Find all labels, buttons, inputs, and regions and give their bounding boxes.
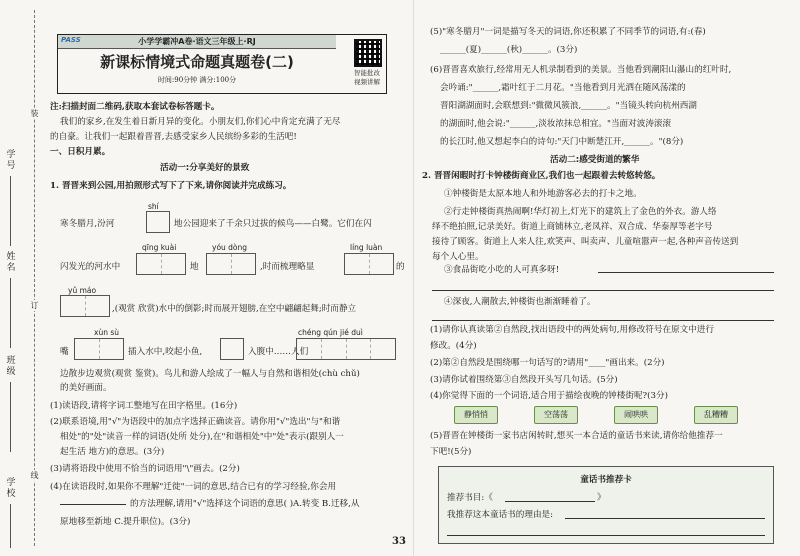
subquestion-2a: (2)联系语境,用"√"为语段中的加点字选择正确读音。请你用"√"选出"与"和谐 [50, 417, 341, 427]
pinyin-yumao: yǔ máo [68, 286, 97, 295]
q6-line-a: (6)晋晋喜欢旅行,经常用无人机录制看到的美景。当他看到潮阳山瀑山的红叶时, [430, 65, 732, 75]
grid-youdong[interactable] [206, 253, 256, 275]
passage-2d: 的 [396, 262, 405, 272]
card-title: 童话书推荐卡 [580, 475, 632, 485]
subquestion-4a: (4)在读语段时,如果你不理解"迁徙"一词的意思,结合已有的学习经验,你会用 [50, 482, 337, 492]
section-1-title: 一、日积月累。 [50, 147, 111, 157]
question-1-title: 1. 晋晋来到公园,用拍照形式写下了下来,请你阅读并完成练习。 [50, 181, 292, 191]
book-title-blank[interactable] [505, 493, 595, 502]
q6-line-b: 会吟诵:"______,霜叶红于二月花。"当他看到月光洒在随风荡漾的 [440, 83, 686, 93]
student-id-line[interactable] [10, 176, 11, 246]
exam-meta: 时间:90分钟 满分:100分 [157, 76, 237, 84]
q5-line-b: ______(夏)______(秋)______。(3分) [440, 45, 578, 55]
subquestion-4b: 的方法理解,请用"√"选择这个词语的意思( )A.转变 B.迁移,从 [130, 499, 360, 509]
pinyin-chengqunjiedui: chéng qún jié duì [298, 328, 363, 337]
name-line[interactable] [10, 278, 11, 348]
grid-qingkuai[interactable] [136, 253, 186, 275]
reason-blank-2[interactable] [447, 527, 765, 536]
task-5a: (5)晋晋在钟楼街一家书店闲转时,想买一本合适的童话书来读,请你给他推荐一 [430, 431, 723, 441]
option-naohonghong[interactable]: 闹哄哄 [614, 406, 658, 424]
school-label: 学校 [6, 478, 16, 499]
passage-2c: ,时而梳理略显 [260, 262, 315, 272]
option-luanzaozao[interactable]: 乱糟糟 [694, 406, 738, 424]
sentence-2c: 接待了顾客。街道上人来人往,欢笑声、叫卖声、儿童喧嚣声一起,各种声音传送到 [432, 237, 739, 247]
task-1a: (1)请你认真读第②自然段,找出语段中的两处病句,用修改符号在原文中进行 [430, 325, 715, 335]
cut-mark-xian: 线 [30, 471, 39, 480]
q5-line-a: (5)"寒冬腊月"一词是描写冬天的词语,你还积累了不同季节的词语,有:(春) [430, 27, 706, 37]
activity-1-title: 活动一:分享美好的景致 [160, 163, 250, 173]
q6-line-c: 晋阳湖湖面时,会联想到:"微微风簇浪,______。"当镜头转向杭州西湖 [440, 101, 697, 111]
qr-caption: 智能批改 视频讲解 [354, 69, 380, 86]
passage-2a: 闪发光的河水中 [60, 262, 121, 272]
sentence-4: ④深夜,人潮散去,钟楼街也渐渐睡着了。 [444, 297, 596, 307]
card-book-label: 推荐书目:《 [447, 493, 493, 503]
passage-4a: 嘴 [60, 347, 69, 357]
task-1b: 修改。(4分) [430, 341, 477, 351]
scan-note: 注:扫描封面二维码,获取本套试卷标答题卡。 [50, 102, 220, 112]
q6-line-d: 的湖面时,他会说:"______,淡妆浓抹总相宜。"当面对波涛滚滚 [440, 119, 672, 129]
passage-3: ,(观赏 欣赏)水中的倒影;时而展开翅膀,在空中翩翩起舞;时而静立 [112, 304, 357, 314]
q6-line-e: 的长江时,他又想起李白的诗句:"天门中断楚江开,______。"(8分) [440, 137, 684, 147]
sentence-2a: ②行走钟楼街真热闹啊!华灯初上,灯光下的建筑上了金色的外衣。游人络 [444, 207, 717, 217]
grid-lingluan[interactable] [344, 253, 394, 275]
question-2-title: 2. 晋晋闲暇时打卡钟楼街商业区,我们也一起跟着去转悠转悠。 [422, 171, 661, 181]
sentence-2b: 绎不绝拍照,记录美好。街道上商铺林立,老凤祥、双合成、华泰厚等老字号 [432, 222, 713, 232]
method-blank[interactable] [60, 496, 126, 505]
school-line[interactable] [10, 504, 11, 548]
page-divider [413, 0, 414, 556]
task-2: (2)第②自然段是围绕哪一句话写的?请用"____"画出来。(2分) [430, 358, 665, 368]
sentence-3-blank-1[interactable] [598, 264, 774, 273]
sentence-3-blank-2[interactable] [432, 282, 774, 291]
passage-4b: 插入水中,咬起小鱼, [128, 347, 203, 357]
pass-logo: PASS [61, 36, 81, 44]
pinyin-youdong: yóu dòng [212, 243, 248, 252]
pinyin-lingluan: líng luàn [350, 243, 383, 252]
card-reason-label: 我推荐这本童话书的理由是: [447, 510, 554, 520]
intro-line-1: 我们的家乡,在发生着日新月异的变化。小朋友们,你们心中肯定充满了无尽 [60, 117, 341, 127]
option-kongdangdang[interactable]: 空荡荡 [534, 406, 578, 424]
grid-yumao[interactable] [60, 295, 110, 317]
series-bar: 小学学霸冲A卷·语文三年级上·RJ [58, 35, 336, 49]
cut-mark-zhuang: 装 [30, 109, 39, 118]
subquestion-1: (1)读语段,请将字词工整地写在田字格里。(16分) [50, 401, 238, 411]
passage-5: 边散步边观赏(观赏 鉴赏)。鸟儿和游人绘成了一幅人与自然和谐相处(chù chǔ) [60, 369, 360, 379]
task-4: (4)你觉得下面的一个词语,适合用于描绘夜晚的钟楼街呢?(3分) [430, 391, 668, 401]
class-line[interactable] [10, 382, 11, 452]
passage-2b: 地 [190, 262, 199, 272]
intro-line-2: 的自豪。让我们一起跟着晋晋,去感受家乡人民缤纷多彩的生活吧! [50, 132, 297, 142]
passage-6: 的美好画面。 [60, 383, 112, 393]
binding-strip [0, 0, 46, 556]
task-5b: 下吧!(5分) [430, 447, 472, 457]
grid-xunsu[interactable] [74, 338, 124, 360]
sentence-2d: 每个人心里。 [432, 252, 484, 262]
task-3: (3)请你试着围绕第③自然段开头写几句话。(5分) [430, 375, 618, 385]
pinyin-xunsu: xùn sù [94, 328, 119, 337]
cut-line [34, 10, 35, 546]
name-label: 姓名 [6, 252, 16, 273]
book-recommendation-card [438, 466, 774, 544]
passage-1a: 寒冬腊月,汾河 [60, 219, 115, 229]
subquestion-4c: 原地移至新地 C.提升职位)。(3分) [60, 517, 191, 527]
page-number: 33 [392, 536, 406, 547]
pinyin-shi: shí [148, 202, 159, 211]
card-book-end: 》 [597, 493, 606, 503]
reason-blank-1[interactable] [565, 510, 765, 519]
sentence-4-blank[interactable] [432, 312, 774, 321]
pinyin-qingkuai: qīng kuài [142, 243, 177, 252]
subquestion-2c: 起生活 地方)的意思。(3分) [60, 447, 165, 457]
class-label: 班级 [6, 356, 16, 377]
sentence-1: ①钟楼街是太原本地人和外地游客必去的打卡之地。 [444, 189, 642, 199]
qr-code-icon[interactable] [354, 39, 382, 67]
option-jingqiaoqiao[interactable]: 静悄悄 [454, 406, 498, 424]
student-id-label: 学号 [6, 150, 16, 171]
cut-mark-ding: 订 [30, 301, 39, 310]
grid-tun[interactable] [220, 338, 244, 360]
passage-4c: 入腹中……人们 [248, 347, 309, 357]
subquestion-3: (3)请将语段中使用不恰当的词语用"\"画去。(2分) [50, 464, 240, 474]
exam-header [57, 34, 387, 94]
exam-title: 新课标情境式命题真题卷(二) [100, 53, 294, 71]
activity-2-title: 活动二:感受街道的繁华 [550, 155, 640, 165]
grid-shi[interactable] [146, 211, 170, 233]
sentence-3: ③食品街吃小吃的人可真多呀! [444, 265, 560, 275]
grid-chengqunjiedui[interactable] [296, 338, 396, 360]
subquestion-2b: 相处"的"处"读音一样的词语(处所 处分),在"和谐相处"中"处"表示(跟别人一 [60, 432, 344, 442]
passage-1b: 地公园迎来了千余只过拔的候鸟——白鹭。它们在闪 [174, 219, 372, 229]
